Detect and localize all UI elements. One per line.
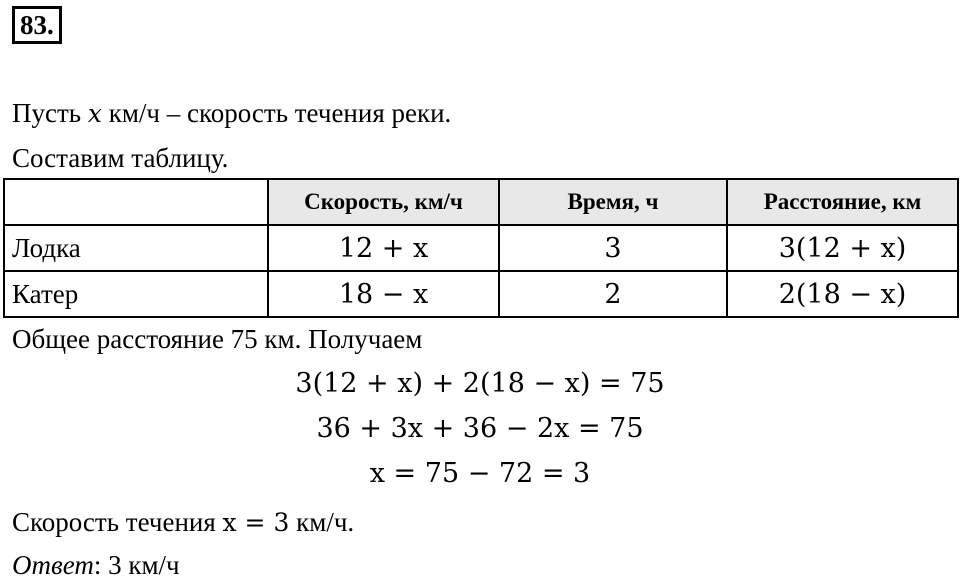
result-text-pre: Скорость течения [12, 507, 223, 537]
header-time: Время, ч [499, 179, 727, 225]
result-text-post: км/ч. [289, 507, 355, 537]
result-math: x = 3 [222, 508, 290, 537]
table-row [4, 271, 958, 317]
problem-number: 83. [12, 6, 62, 44]
total-distance-line: Общее расстояние 75 км. Получаем [12, 324, 423, 354]
cell-distance: 2(18 − x) [727, 271, 958, 317]
cell-time: 3 [499, 225, 727, 271]
table-header-row [4, 179, 958, 225]
equation-2: 36 + 3x + 36 − 2x = 75 [316, 413, 644, 444]
intro-text-pre: Пусть [12, 98, 88, 128]
table-intro: Составим таблицу. [12, 143, 229, 173]
cell-time: 2 [499, 271, 727, 317]
equation-1: 3(12 + x) + 2(18 − x) = 75 [295, 368, 665, 399]
header-speed: Скорость, км/ч [268, 179, 499, 225]
intro-variable: x [87, 99, 102, 128]
answer-text: : 3 км/ч [93, 550, 180, 580]
result-line [12, 505, 354, 540]
cell-speed: 12 + x [268, 225, 499, 271]
data-table [3, 178, 959, 318]
answer-label: Ответ [12, 550, 94, 580]
intro-text-post: км/ч – скорость течения реки. [101, 98, 452, 128]
cell-distance: 3(12 + x) [727, 225, 958, 271]
intro-line [12, 96, 451, 131]
cell-speed: 18 − x [268, 271, 499, 317]
header-distance: Расстояние, км [727, 179, 958, 225]
table-row [4, 225, 958, 271]
row-label-cutter: Катер [4, 271, 268, 317]
equation-3: x = 75 − 72 = 3 [369, 458, 591, 489]
row-label-boat: Лодка [4, 225, 268, 271]
header-cell-empty [4, 179, 268, 225]
